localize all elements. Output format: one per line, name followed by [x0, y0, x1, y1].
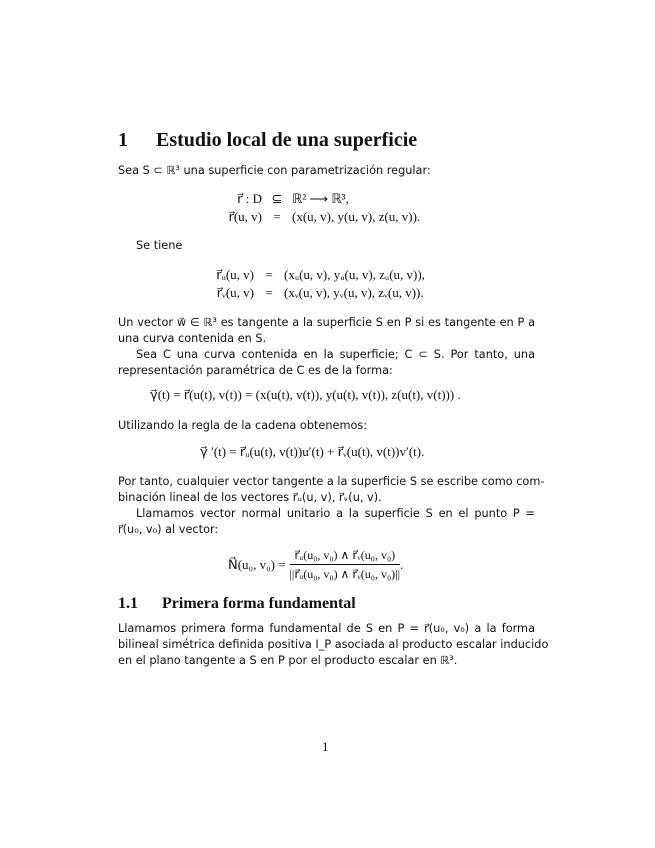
intro-text: Sea S ⊂ ℝ³ una superficie con parametrización regular: — [118, 164, 431, 177]
curve-paragraph-line2: representación paramétrica de C es de la forma: — [118, 364, 393, 377]
param-rhs-2: (x(u, v), y(u, v), z(u, v)). — [292, 209, 421, 224]
normal-eq-fraction — [290, 547, 400, 582]
normal-definition-line2: r⃗(u₀, v₀) al vector: — [118, 523, 219, 536]
section-number: 1 — [118, 129, 128, 151]
gamma-equation: γ⃗(t) = r⃗(u(t), v(t)) = (x(u(t), v(t)), y(u(t), v(t)), z(u(t), v(t))) . — [150, 387, 461, 402]
param-rhs-1: ℝ² ⟶ ℝ³, — [292, 191, 349, 206]
param-rel-2: = — [273, 209, 281, 224]
first-form-line2: bilineal simétrica definida positiva I_P asociada al producto escalar inducido — [118, 638, 549, 651]
normal-eq-numerator: r⃗ᵤ(u₀, v₀) ∧ r⃗ᵥ(u₀, v₀) — [290, 547, 400, 565]
gamma-prime-equation: γ⃗ ′(t) = r⃗ᵤ(u(t), v(t))u′(t) + r⃗ᵥ(u(t), v(t))v′(t). — [200, 444, 425, 459]
section-heading — [118, 129, 417, 152]
normal-eq-tail: . — [399, 556, 404, 572]
chain-rule-text: Utilizando la regla de la cadena obtenemos: — [118, 419, 368, 432]
tangent-definition-line1: Un vector w⃗ ∈ ℝ³ es tangente a la superficie S en P si es tangente en P a — [118, 316, 535, 329]
combination-line2: binación lineal de los vectores r⃗ᵤ(u, v), r⃗ᵥ(u, v). — [118, 491, 382, 504]
normal-definition-line1: Llamamos vector normal unitario a la superficie S en el punto P = — [136, 507, 535, 520]
se-tiene-text: Se tiene — [136, 239, 183, 252]
param-lhs-1: r⃗ : D — [237, 191, 262, 206]
first-form-line1: Llamamos primera forma fundamental de S en P = r⃗(u₀, v₀) a la forma — [118, 622, 535, 635]
param-rel-1: ⊆ — [271, 191, 283, 206]
subsection-heading — [118, 595, 356, 613]
section-title: Estudio local de una superficie — [156, 129, 418, 151]
normal-eq-lhs: N⃗(u₀, v₀) = — [228, 556, 286, 572]
partials-rhs-2: (xᵥ(u, v), yᵥ(u, v), zᵥ(u, v)). — [284, 285, 424, 300]
partials-rhs-1: (xᵤ(u, v), yᵤ(u, v), zᵤ(u, v)), — [284, 267, 425, 282]
combination-line1: Por tanto, cualquier vector tangente a la superficie S se escribe como com- — [118, 475, 545, 488]
page-number: 1 — [322, 739, 329, 754]
partials-equation — [190, 266, 470, 302]
partials-lhs-1: r⃗ᵤ(u, v) — [216, 267, 254, 282]
partials-lhs-2: r⃗ᵥ(u, v) — [216, 285, 254, 300]
param-lhs-2: r⃗(u, v) — [228, 209, 262, 224]
parametrization-equation — [200, 190, 460, 226]
subsection-title: Primera forma fundamental — [162, 595, 356, 612]
partials-rel-2: = — [265, 285, 273, 300]
normal-eq-denominator: ||r⃗ᵤ(u₀, v₀) ∧ r⃗ᵥ(u₀, v₀)|| — [289, 567, 400, 581]
first-form-line3: en el plano tangente a S en P por el producto escalar en ℝ³. — [118, 654, 458, 667]
subsection-number: 1.1 — [118, 595, 138, 612]
curve-paragraph-line1: Sea C una curva contenida en la superficie; C ⊂ S. Por tanto, una — [136, 348, 535, 361]
normal-vector-equation — [228, 547, 403, 582]
partials-rel-1: = — [265, 267, 273, 282]
tangent-definition-line2: una curva contenida en S. — [118, 332, 267, 345]
